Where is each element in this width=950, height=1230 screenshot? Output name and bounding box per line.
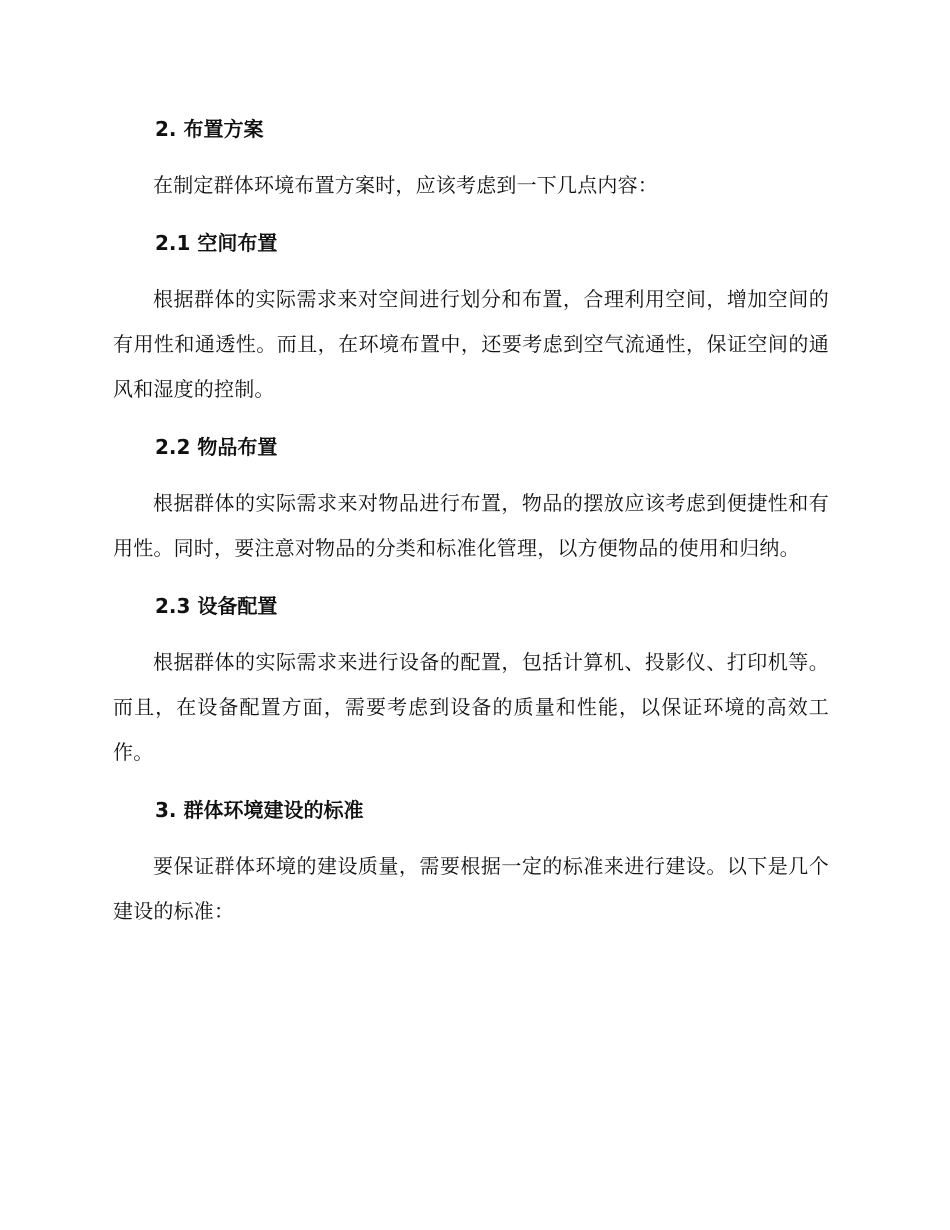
section-heading-item-layout: 2.2 物品布置 — [155, 435, 278, 459]
paragraph-construction-standards: 要保证群体环境的建设质量，需要根据一定的标准来进行建设。以下是几个建设的标准： — [113, 854, 829, 923]
section-heading-layout-plan: 2. 布置方案 — [155, 117, 264, 141]
paragraph-layout-intro: 在制定群体环境布置方案时，应该考虑到一下几点内容： — [153, 173, 658, 197]
paragraph-item-layout: 根据群体的实际需求来对物品进行布置，物品的摆放应该考虑到便捷性和有用性。同时，要注意对物品的分类和标准化管理，以方便物品的使用和归纳。 — [113, 491, 829, 560]
paragraph-equipment-config: 根据群体的实际需求来进行设备的配置，包括计算机、投影仪、打印机等。而且，在设备配置方面，需要考虑到设备的质量和性能，以保证环境的高效工作。 — [113, 650, 829, 764]
section-heading-space-layout: 2.1 空间布置 — [155, 231, 278, 255]
paragraph-space-layout: 根据群体的实际需求来对空间进行划分和布置，合理利用空间，增加空间的有用性和通透性。而且，在环境布置中，还要考虑到空气流通性，保证空间的通风和湿度的控制。 — [113, 287, 829, 401]
section-heading-construction-standards: 3. 群体环境建设的标准 — [155, 798, 364, 822]
document-body — [113, 106, 829, 946]
section-heading-equipment-config: 2.3 设备配置 — [155, 594, 278, 618]
